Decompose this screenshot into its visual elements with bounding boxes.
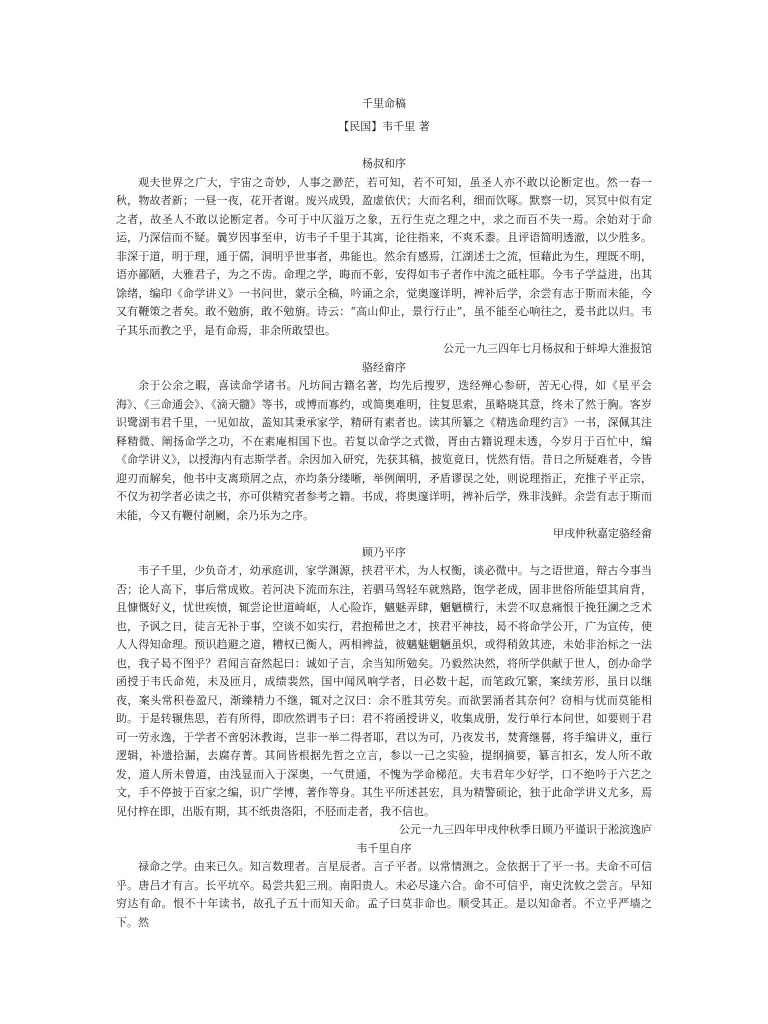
section-body: 韦子千里，少负奇才，幼承庭训，家学渊源，挟君平术，为人权衡，谈必微中。与之语世道，辩古今事当否；论人高下，事后常成败。若河决下流而东注，若驷马驾轻车就熟路，饱学老成，固非世俗所能望其肩背，且慷慨好义，忧世疾愤，辄尝论世道崎岖，人心险诈，魑魅弄肆，魍魉横行，未尝不叹息痛恨于挽狂澜之乏术也，予讽之日，徒言无补于事，空谈不如实行，君抱稀世之才，挟君平神技，曷不将命学公开，广为宣传，使人人得知命理。预识趋避之道，糟权已衡人，两相裨益，彼魑魅魍魉虽炽，或得稍敛其迹，未始非治标之一法也，我子曷不图乎？君闻言奋然起曰：诚如子言，余当知所勉矣。乃毅然决然，将所学供献于世人，创办命学函授于韦氏命苑，未及匝月，成绩裴然，国中闻风响学者，日必数十起，而笔政冗繁，案续芳形，虽日以继夜，案头常积卷盈尺，渐臻精力不继，辄对之汉曰：余不胜其劳矣。而欲罢涌者其奈何？窃相与忧而莫能相助。于是转辗焦思，若有所得，即欣然谓韦子曰：君不将函授讲义，收集成册，发行单行本问世，如要则于君可一劳永逸，于学者不啻躬沐教诲，岂非一举二得者耶，君以为可，乃夜发书，焚膏继晷，将手编讲义，重行逻辑，补遗拾漏，去腐存菁。其间皆根据先哲之立言，参以一己之实验，提纲摘要，纂言扣玄，发人所不敢发，道人所未曾道，由浅显而入于深奥，一气贯通，不愧为学命梯范。夫韦君年少好学，口不绝吟于六艺之文，手不停披于百家之编，识广学博，著作等身。其生平所述甚宏，具为精警硕论，独于此命学讲义尤多，焉见付梓在即，出版有期，其不纸贵洛阳，不胫而走者，我不信也。 [116,564,652,818]
section-title: 骆经畲序 [362,360,406,374]
preface-wei [116,840,652,933]
book-author: 【民国】韦千里 著 [338,119,430,133]
section-body: 观夫世界之广大，宇宙之奇妙，人事之渺茫，若可知，若不可知，虽圣人亦不敢以论断定也。然一春一秋，物故者新；一昼一夜，花开者谢。废兴成毁，盈虚依伏；大而名利，细而饮啄。默察一切，冥冥中似有定之者，故圣人不敢以论断定者。今可于中仄溢万之象，五行生克之理之中，求之而百不失一焉。余始对于命运，乃深信而不疑。曩岁因事至申，访韦子千里于其寓，论往指来，不爽禾黍。且评语简明透澈，以少胜多。非深于道，明于理，通于儒，洞明乎世事者，弗能也。然余有感焉，江湖述士之流，恒藉此为生，理既不明，语亦鄙陋，大雅君子，为之不齿。命理之学，晦而不彰，安得如韦子者作中流之砥柱耶。今韦子学益进，出其馀绪，编印《命学讲义》一书问世，蒙示全稿，吟诵之余，觉奥邃详明，裨补后学，余尝有志于斯而未能，今又有鞭策之者矣。敢不勉旃，敢不勉旃。诗云：“高山仰止，景行行止”，虽不能至心响往之，爰书此以归。韦子其乐而教之乎，是有命焉，非余所敢望也。 [116,175,652,337]
preface-luo [116,359,652,544]
section-title: 韦千里自序 [356,841,412,855]
section-signature: 甲戌仲秋嘉定骆经畲 [553,527,652,540]
section-signature: 公元一九三四年七月杨叔和于蚌埠大淮报馆 [443,342,652,355]
section-title: 杨叔和序 [362,157,406,170]
book-title: 千里命稿 [362,97,406,110]
section-signature: 公元一九三四年甲戌仲秋季日顾乃平谨识于淞滨逸庐 [399,823,652,836]
section-body: 余于公余之暇，喜读命学诸书。凡坊间古籍名著，均先后搜罗，迭经殚心参研，苦无心得，如《星平会海》、《三命通会》、《滴天髓》等书，或博而寡约，或简奥难明，往复思索，虽略晓其意，终未了然于胸。客岁识鹭湖韦君千里，一见如故，盖知其秉承家学，精研有素者也。读其所纂之《精选命理约言》一书，深佩其注释精微、阐扬命学之功，不在素庵相国下也。若复以命学之式微，胥由古籍说理未透，今岁月于百忙中，编《命学讲义》，以授海内有志斯学者。余因加入研究，先获其稿，披览竟日，恍然有悟。昔日之所疑难者，今皆迎刃而解矣，他书中支离琐屑之点，亦均条分缕晰，举例阐明，矛盾谬误之处，则说理指正，充推子平正宗，不仅为初学者必读之书，亦可供精究者参考之籍。书成，将奥邃详明，裨补后学，殊非浅鲜。余尝有志于斯而未能，今又有鞭付剞劂，余乃乐为之序。 [116,379,652,522]
preface-yang [116,155,652,359]
preface-gu [116,544,652,840]
section-title: 顾乃平序 [362,545,406,559]
section-body: 禄命之学。由来已久。知言数理者。言星辰者。言子平者。以常情测之。佥依据于了平一书。夫命不可信乎。唐吕才有言。长平坑卒。曷尝共犯三刑。南阳贵人。未必尽逢六合。命不可信乎，南史沈攸之尝言。早知穷达有命。恨不十年读书，故孔子五十而知天命。孟子曰莫非命也。顺受其正。是以知命者。不立乎严墙之下。然 [116,860,652,929]
